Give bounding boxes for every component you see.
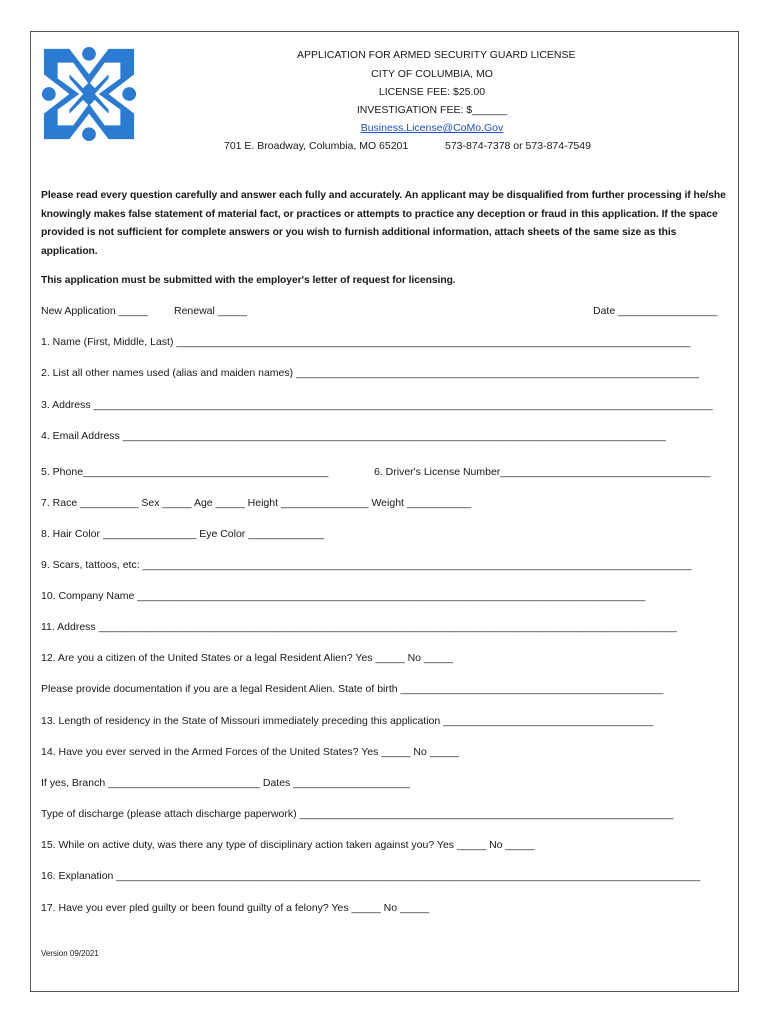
new-application-field[interactable]: New Application _____	[41, 305, 148, 317]
felony-question[interactable]: 17. Have you ever pled guilty or been found guilty of a felony? Yes _____ No _____	[41, 902, 430, 914]
version-label: Version 09/2021	[41, 949, 99, 958]
physical-description-fields[interactable]: 7. Race __________ Sex _____ Age _____ Height _______________ Weight ___________	[41, 497, 472, 509]
date-field[interactable]: Date _________________	[593, 305, 718, 317]
name-field[interactable]: 1. Name (First, Middle, Last) ________________________________________________________________________________________	[41, 336, 691, 348]
disciplinary-action-question[interactable]: 15. While on active duty, was there any type of disciplinary action taken against you? Yes _____ No _____	[41, 839, 535, 851]
form-title: APPLICATION FOR ARMED SECURITY GUARD LICENSE	[297, 49, 576, 61]
city-people-logo-icon	[40, 44, 138, 144]
instructions-paragraph: Please read every question carefully and answer each fully and accurately. An applicant may be disqualified from further processing if he/she knowingly makes false statement of material fact, or practices or attempts to practice any deception or fraud in this application. If the space provided is not sufficient for complete answers or you wish to furnish additional information, attach sheets of the same size as this application.	[41, 190, 726, 257]
hair-eye-color-fields[interactable]: 8. Hair Color ________________ Eye Color _____________	[41, 528, 325, 540]
renewal-field[interactable]: Renewal _____	[174, 305, 247, 317]
armed-forces-question[interactable]: 14. Have you ever served in the Armed Forces of the United States? Yes _____ No _____	[41, 746, 459, 758]
city-name: CITY OF COLUMBIA, MO	[371, 68, 493, 80]
address-field[interactable]: 3. Address __________________________________________________________________________________________________________	[41, 399, 713, 411]
license-fee: LICENSE FEE: $25.00	[378, 86, 486, 98]
submission-note: This application must be submitted with the employer's letter of request for licensing.	[41, 275, 456, 286]
scars-tattoos-field[interactable]: 9. Scars, tattoos, etc: ______________________________________________________________________________________________	[41, 559, 692, 571]
company-address-field[interactable]: 11. Address ___________________________________________________________________________________________________	[41, 621, 677, 633]
state-of-birth-field[interactable]: Please provide documentation if you are a legal Resident Alien. State of birth _____________________________________________	[41, 683, 664, 695]
email-field[interactable]: 4. Email Address _____________________________________________________________________________________________	[41, 430, 666, 442]
other-names-field[interactable]: 2. List all other names used (alias and maiden names) _____________________________________________________________________	[41, 367, 699, 379]
investigation-fee: INVESTIGATION FEE: $______	[356, 104, 508, 116]
office-phones: 573-874-7378 or 573-874-7549	[445, 140, 591, 152]
explanation-field[interactable]: 16. Explanation ____________________________________________________________________________________________________	[41, 870, 701, 882]
phone-field[interactable]: 5. Phone__________________________________________	[41, 466, 329, 478]
discharge-type-field[interactable]: Type of discharge (please attach discharge paperwork) ________________________________________________________________	[41, 808, 674, 820]
company-name-field[interactable]: 10. Company Name _______________________________________________________________________________________	[41, 590, 646, 602]
email-link[interactable]: Business.License@CoMo.Gov	[360, 122, 504, 134]
drivers-license-field[interactable]: 6. Driver's License Number____________________________________	[374, 466, 711, 478]
office-address: 701 E. Broadway, Columbia, MO 65201	[224, 140, 409, 152]
citizenship-question[interactable]: 12. Are you a citizen of the United States or a legal Resident Alien? Yes _____ No _____	[41, 652, 454, 664]
residency-length-field[interactable]: 13. Length of residency in the State of Missouri immediately preceding this application ____________________________________	[41, 715, 654, 727]
branch-dates-fields[interactable]: If yes, Branch __________________________ Dates ____________________	[41, 777, 410, 789]
